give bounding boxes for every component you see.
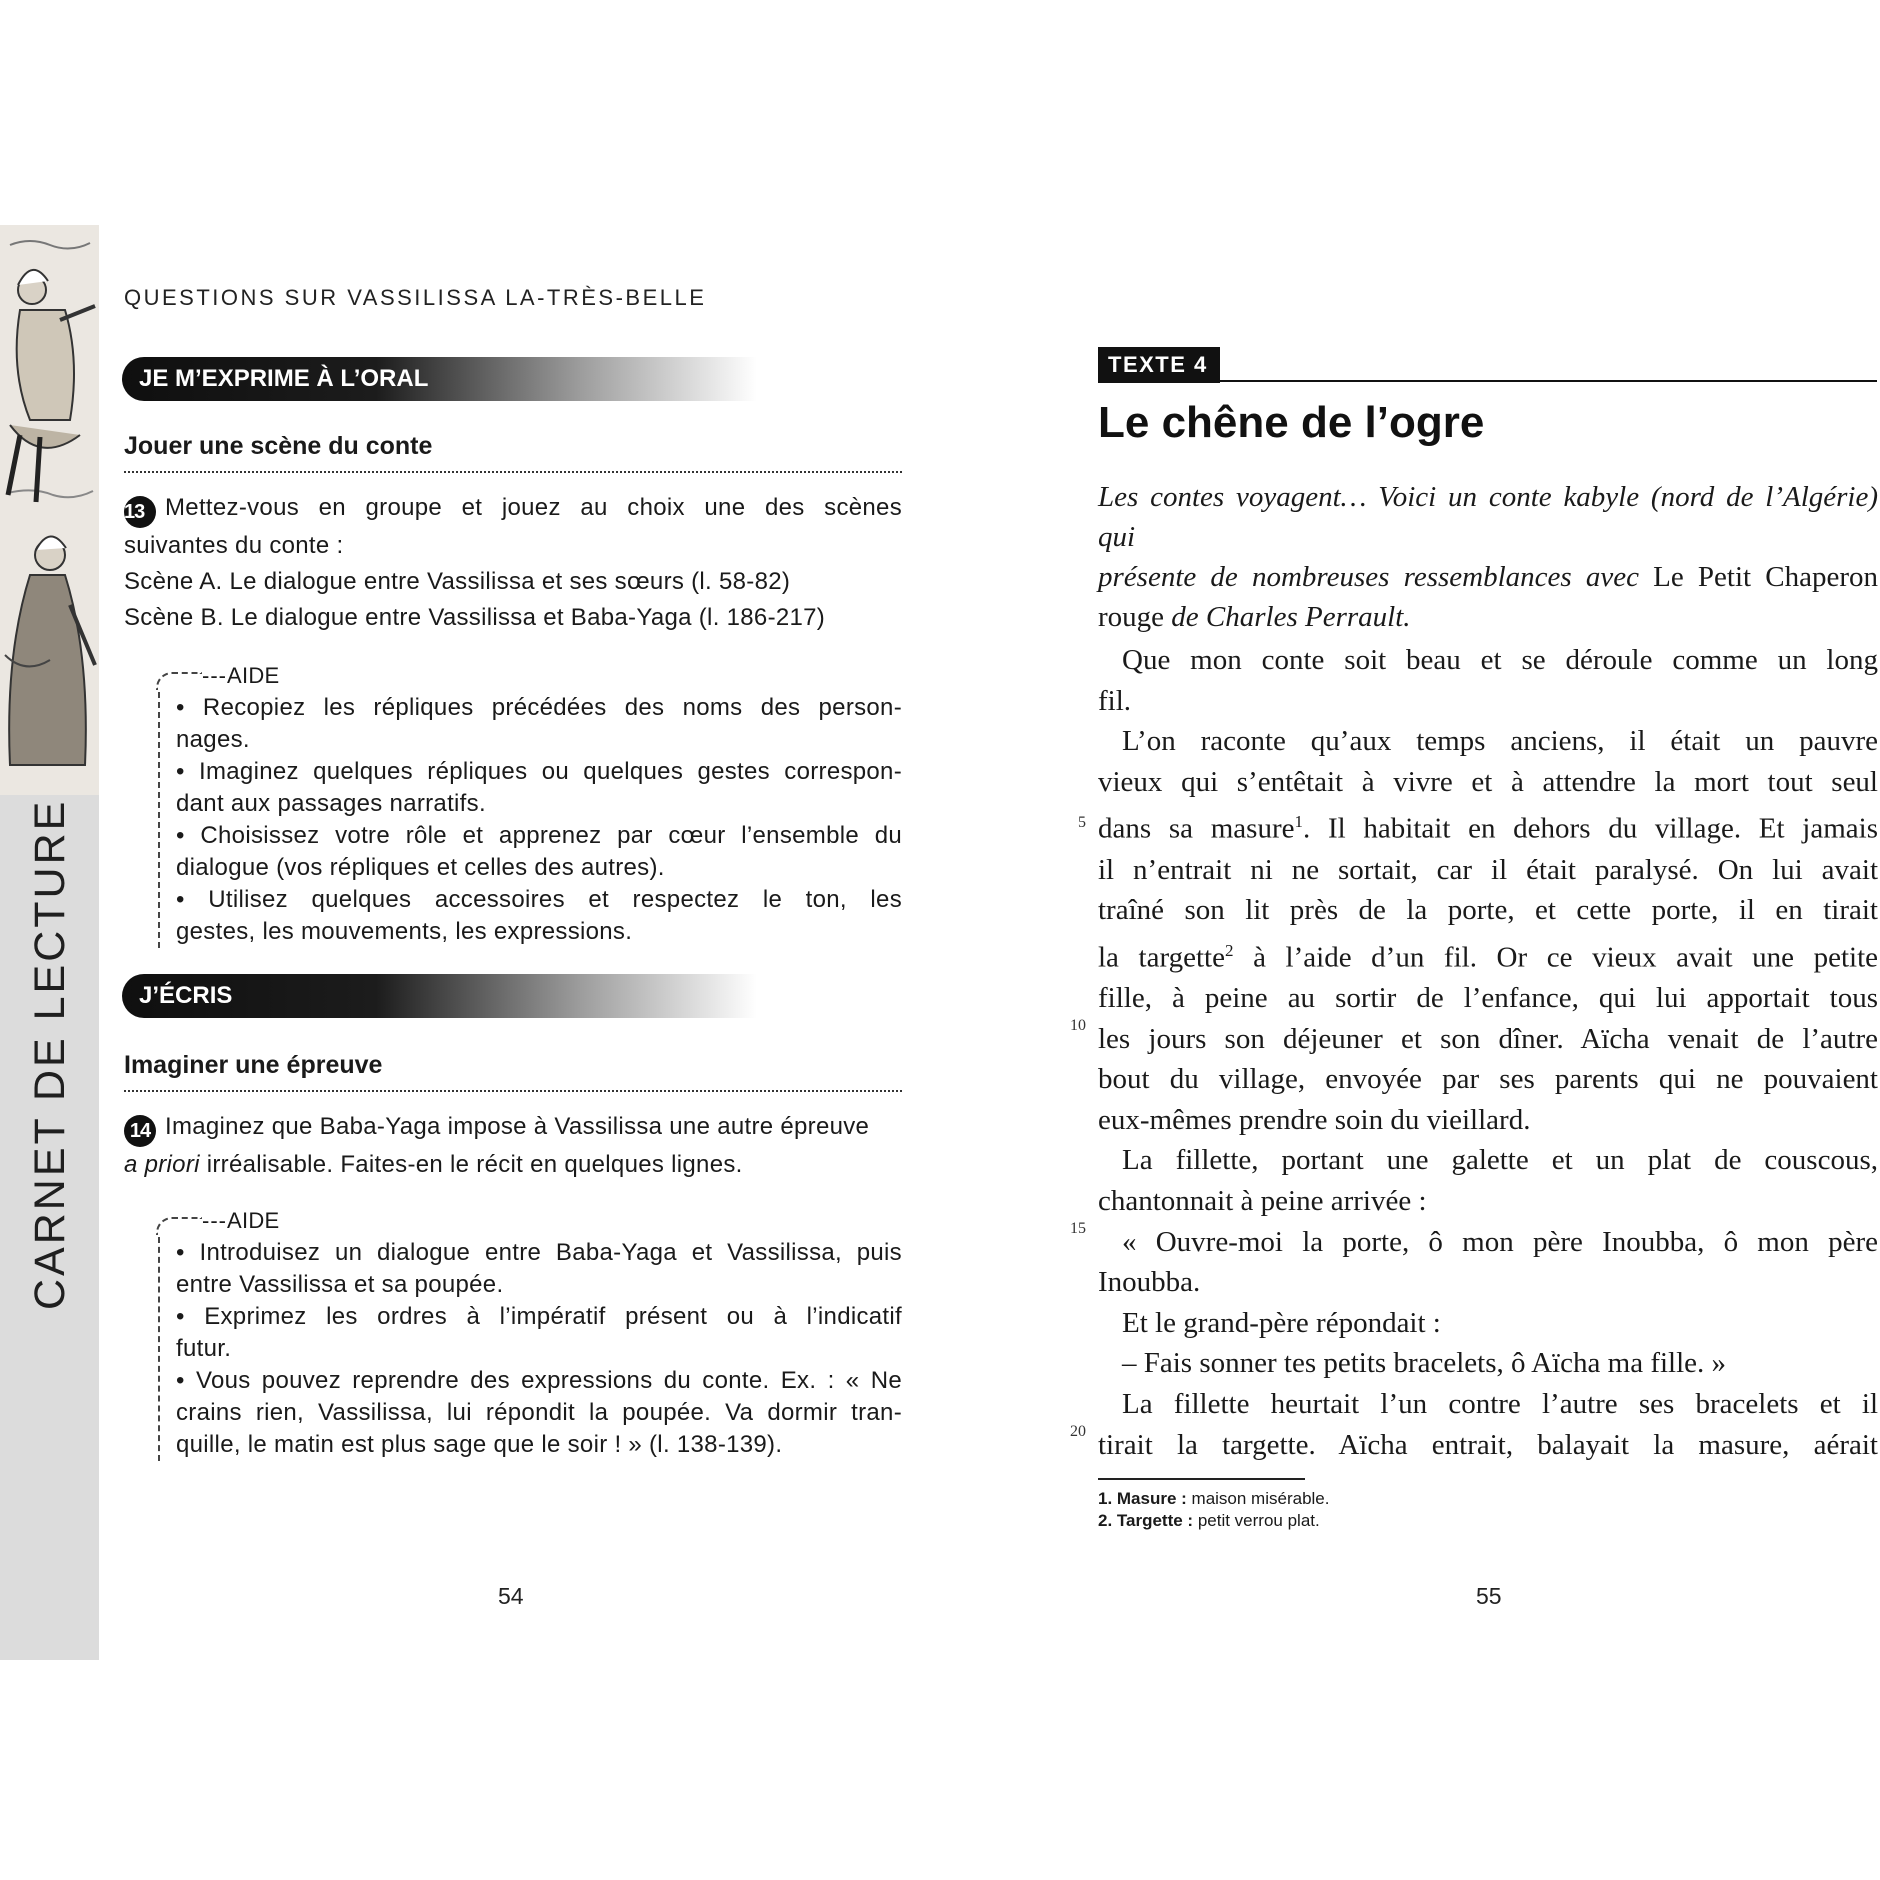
text-intro (1098, 477, 1878, 637)
aide-hook (156, 672, 202, 690)
question-text: irréalisable. Faites-en le récit en quelques lignes. (199, 1151, 743, 1178)
texte-rule (1220, 380, 1877, 382)
section-banner-oral (122, 357, 757, 401)
texte-tag: TEXTE 4 (1098, 347, 1220, 383)
aide-items (158, 1237, 902, 1461)
footnote-1: 1. Masure : maison misérable. (1098, 1489, 1330, 1508)
aide-label: ---AIDE (202, 1208, 280, 1233)
line-number: 20 (1070, 1423, 1086, 1440)
intro-line: de Charles Perrault. (1164, 601, 1411, 633)
footnote-rule (1098, 1478, 1305, 1480)
question-text: Imaginez que Baba-Yaga impose à Vassilissa une autre épreuve (165, 1113, 870, 1140)
line-number: 15 (1070, 1220, 1086, 1237)
aide-box-2 (156, 1205, 902, 1461)
running-head: QUESTIONS SUR VASSILISSA LA-TRÈS-BELLE (124, 285, 707, 310)
intro-line: présente de nombreuses ressemblances avec (1098, 561, 1654, 593)
story-line: La fillette heurtait l’un contre l’autre ses bracelets et il (1122, 1388, 1878, 1420)
footnote-ref: 2 (1224, 940, 1234, 960)
footnote-2: 2. Targette : petit verrou plat. (1098, 1511, 1320, 1530)
section-banner-ecris (122, 974, 757, 1018)
story-line: dans sa masure$^1$. Il habitait en dehors du village. Et jamais (1098, 812, 1878, 846)
aide-item: • Exprimez les ordres à l’impératif présent ou à l’indicatif (176, 1303, 902, 1330)
scene-a: Scène A. Le dialogue entre Vassilissa et ses sœurs (l. 58-82) (124, 568, 791, 595)
aide-item: gestes, les mouvements, les expressions. (176, 918, 633, 945)
question-text: Mettez-vous en groupe et jouez au choix une des scènes (165, 494, 902, 521)
story-line: Et le grand-père répondait : (1122, 1306, 1441, 1339)
subhead-epreuve: Imaginer une épreuve (124, 1051, 902, 1092)
aide-item: quille, le matin est plus sage que le soir ! » (l. 138-139). (176, 1431, 783, 1458)
book-title: rouge (1098, 601, 1165, 633)
story-line: la targette$^2$ à l’aide d’un fil. Or ce vieux avait une petite (1098, 940, 1879, 974)
story-line: fille, à peine au sortir de l’enfance, qui lui apportait tous (1098, 982, 1878, 1015)
line-number: 5 (1078, 814, 1086, 831)
page-number-left: 54 (498, 1583, 524, 1609)
banner-label: J’ÉCRIS (139, 982, 233, 1009)
story-line: chantonnait à peine arrivée : (1098, 1185, 1427, 1218)
aide-item: futur. (176, 1335, 232, 1362)
question-number-badge: 14 (124, 1115, 156, 1147)
story-line: les jours son déjeuner et son dîner. Aïcha venait de l’autre (1098, 1022, 1878, 1055)
story-line: il n’entrait ni ne sortait, car il était paralysé. On lui avait (1098, 853, 1878, 886)
aide-label: ---AIDE (202, 663, 280, 688)
side-section-label: CARNET DE LECTURE (26, 798, 74, 1310)
aide-item: • Introduisez un dialogue entre Baba-Yaga et Vassilissa, puis (176, 1239, 902, 1266)
story-line: tirait la targette. Aïcha entrait, balayait la masure, aérait (1098, 1428, 1878, 1461)
medieval-figures-image (0, 225, 99, 795)
italic-term: a priori (124, 1151, 200, 1178)
story-line: – Fais sonner tes petits bracelets, ô Aïcha ma fille. » (1122, 1347, 1727, 1380)
question-14 (124, 1109, 902, 1183)
page-number-right: 55 (1476, 1583, 1502, 1609)
aide-items (158, 692, 902, 948)
subhead-scene: Jouer une scène du conte (124, 432, 902, 473)
footnote-ref: 1 (1294, 812, 1303, 832)
story-line: Que mon conte soit beau et se déroule comme un long (1122, 644, 1878, 676)
story-line: fil. (1098, 684, 1132, 717)
aide-item: entre Vassilissa et sa poupée. (176, 1271, 504, 1298)
aide-item: dialogue (vos répliques et celles des autres). (176, 854, 665, 881)
aide-item: • Imaginez quelques répliques ou quelques gestes correspon- (176, 758, 902, 785)
aide-item: dant aux passages narratifs. (176, 790, 486, 817)
side-illustration (0, 225, 99, 795)
aide-item: • Choisissez votre rôle et apprenez par cœur l’ensemble du (176, 822, 902, 849)
story-text (1098, 640, 1878, 1465)
story-line: Inoubba. (1098, 1266, 1201, 1299)
aide-item: nages. (176, 726, 250, 753)
story-line: L’on raconte qu’aux temps anciens, il était un pauvre (1122, 725, 1878, 758)
text-title: Le chêne de l’ogre (1098, 398, 1485, 447)
aide-item: • Vous pouvez reprendre des expressions du conte. Ex. : « Ne (176, 1367, 902, 1394)
aide-hook (156, 1217, 202, 1235)
question-text: suivantes du conte : (124, 532, 344, 559)
aide-item: • Utilisez quelques accessoires et respectez le ton, les (176, 886, 902, 913)
intro-line: Les contes voyagent… Voici un conte kabyle (nord de l’Algérie) qui (1098, 481, 1878, 553)
scene-b: Scène B. Le dialogue entre Vassilissa et Baba-Yaga (l. 186-217) (124, 604, 826, 631)
story-line: eux-mêmes prendre soin du vieillard. (1098, 1103, 1531, 1136)
banner-label: JE M’EXPRIME À L’ORAL (139, 365, 429, 392)
aide-item: • Recopiez les répliques précédées des noms des person- (176, 694, 902, 721)
story-line: « Ouvre-moi la porte, ô mon père Inoubba, ô mon père (1122, 1225, 1878, 1258)
question-number-badge: 13 (124, 496, 156, 528)
line-number: 10 (1070, 1017, 1086, 1034)
question-13 (124, 490, 902, 636)
story-line: vieux qui s’entêtait à vivre et à attendre la mort tout seul (1098, 765, 1878, 798)
aide-item: crains rien, Vassilissa, lui répondit la poupée. Va dormir tran- (176, 1399, 902, 1426)
aide-box-1 (156, 660, 902, 948)
story-line: traîné son lit près de la porte, et cette porte, il en tirait (1098, 894, 1878, 927)
book-title: Le Petit Chaperon (1653, 561, 1878, 593)
story-line: La fillette, portant une galette et un plat de couscous, (1122, 1144, 1878, 1177)
story-line: bout du village, envoyée par ses parents qui ne pouvaient (1098, 1063, 1878, 1096)
